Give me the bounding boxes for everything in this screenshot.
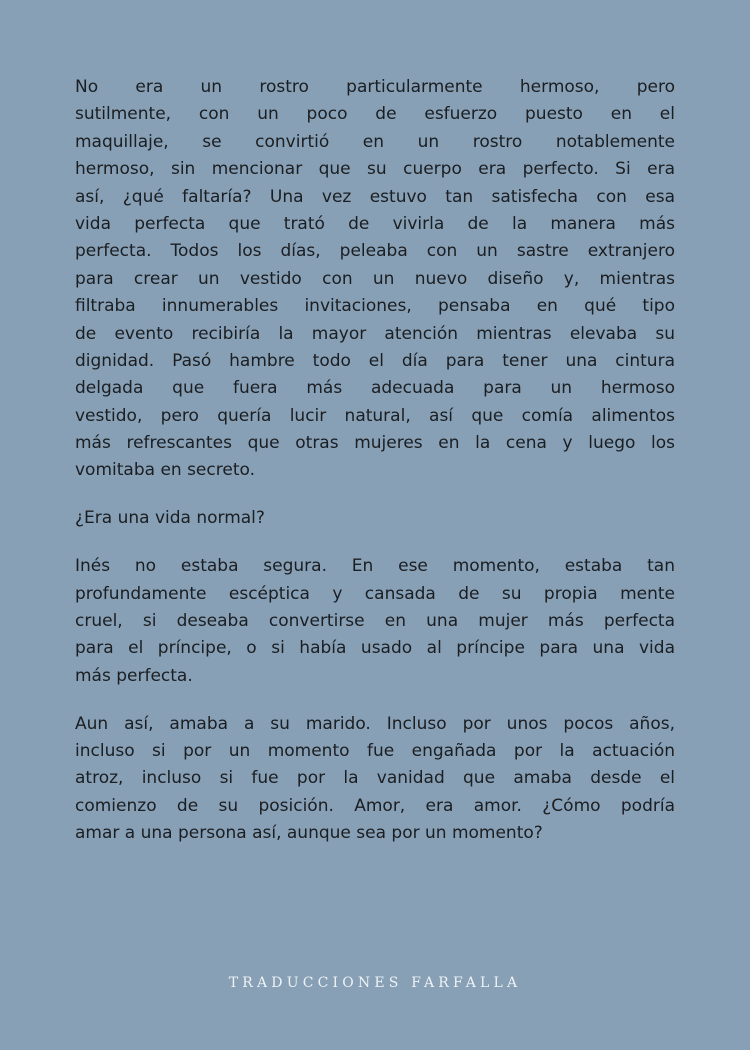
- text-line: para crear un vestido con un nuevo diseño y, mientras: [75, 268, 675, 289]
- text-line: perfecta. Todos los días, peleaba con un sastre extranjero: [75, 241, 675, 262]
- paragraph: [75, 505, 675, 532]
- footer-credit: TRADUCCIONES FARFALLA: [228, 975, 522, 991]
- text-line: vestido, pero quería lucir natural, así que comía alimentos: [75, 405, 675, 426]
- text-line: ¿Era una vida normal?: [75, 508, 265, 529]
- text-line: Inés no estaba segura. En ese momento, estaba tan: [75, 556, 675, 577]
- text-line: incluso si por un momento fue engañada por la actuación: [75, 741, 675, 762]
- paragraph: [75, 74, 675, 485]
- text-line: así, ¿qué faltaría? Una vez estuvo tan satisfecha con esa: [75, 186, 675, 207]
- text-line: cruel, si deseaba convertirse en una mujer más perfecta: [75, 611, 675, 632]
- text-line: hermoso, sin mencionar que su cuerpo era perfecto. Si era: [75, 159, 675, 180]
- text-line: maquillaje, se convirtió en un rostro notablemente: [75, 131, 675, 152]
- text-line: profundamente escéptica y cansada de su propia mente: [75, 583, 675, 604]
- text-line: amar a una persona así, aunque sea por un momento?: [75, 823, 543, 844]
- text-line: atroz, incluso si fue por la vanidad que amaba desde el: [75, 768, 675, 789]
- text-line: vomitaba en secreto.: [75, 460, 255, 481]
- paragraph: [75, 553, 675, 690]
- text-line: delgada que fuera más adecuada para un hermoso: [75, 378, 675, 399]
- text-line: más perfecta.: [75, 665, 193, 686]
- text-line: dignidad. Pasó hambre todo el día para tener una cintura: [75, 350, 675, 371]
- text-line: más refrescantes que otras mujeres en la cena y luego los: [75, 433, 675, 454]
- text-line: vida perfecta que trató de vivirla de la manera más: [75, 213, 675, 234]
- text-line: sutilmente, con un poco de esfuerzo puesto en el: [75, 104, 675, 125]
- text-line: Aun así, amaba a su marido. Incluso por unos pocos años,: [75, 713, 675, 734]
- paragraph: [75, 711, 675, 848]
- text-line: filtraba innumerables invitaciones, pensaba en qué tipo: [75, 296, 675, 317]
- text-line: comienzo de su posición. Amor, era amor. ¿Cómo podría: [75, 795, 675, 816]
- text-line: de evento recibiría la mayor atención mientras elevaba su: [75, 323, 675, 344]
- body-text: [75, 74, 675, 868]
- text-line: para el príncipe, o si había usado al príncipe para una vida: [75, 638, 675, 659]
- text-line: No era un rostro particularmente hermoso, pero: [75, 77, 675, 97]
